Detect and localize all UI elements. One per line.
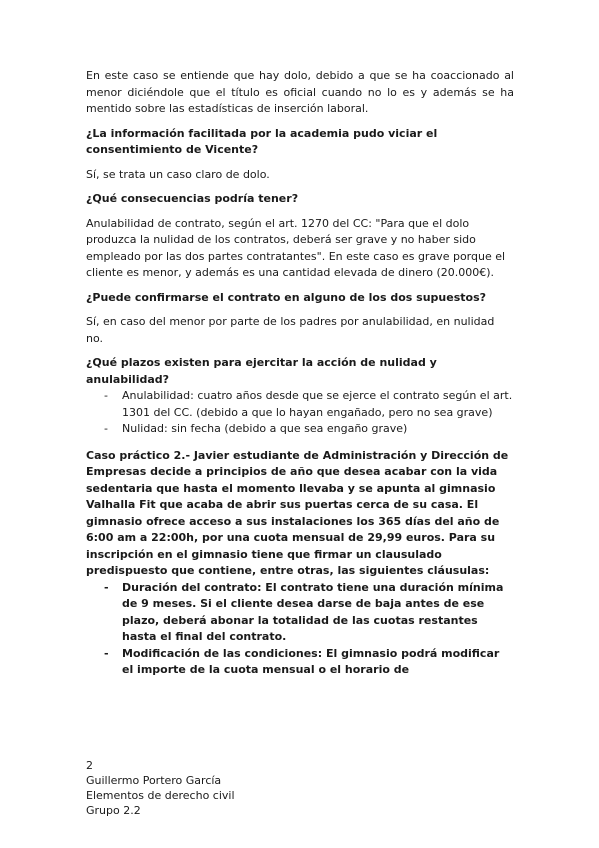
clausulas-list: [86, 580, 514, 679]
footer-subject: Elementos de derecho civil: [86, 789, 235, 802]
list-item: [86, 421, 514, 438]
list-item: [86, 580, 514, 646]
list-item-text: Modificación de las condiciones: El gimnasio podrá modificar el importe de la cuota mensual o el horario de: [122, 646, 500, 676]
question-plazos: ¿Qué plazos existen para ejercitar la acción de nulidad y anulabilidad?: [86, 356, 437, 386]
footer-author: Guillermo Portero García: [86, 774, 222, 787]
caso-practico-2: Caso práctico 2.- Javier estudiante de Administración y Dirección de Empresas decide a principios de año que desea acabar con la vida sedentaria que hasta el momento llevaba y se apunta al gimnasio Valhalla Fit que acaba de abrir sus puertas cerca de su casa. El gimnasio ofrece acceso a sus instalaciones los 365 días del año de 6:00 am a 22:00h, por una cuota mensual de 29,99 euros. Para su inscripción en el gimnasio tiene que firmar un clausulado predispuesto que contiene, entre otras, las siguientes cláusulas:: [86, 448, 509, 577]
list-dash: -: [104, 422, 108, 435]
list-item-text: Nulidad: sin fecha (debido a que sea engaño grave): [122, 422, 408, 435]
plazos-list: [86, 388, 514, 438]
question-consentimiento: ¿La información facilitada por la academia pudo viciar el consentimiento de Vicente?: [86, 126, 438, 156]
page-number: 2: [86, 759, 93, 772]
answer-consentimiento: Sí, se trata un caso claro de dolo.: [86, 167, 270, 181]
page-content: [86, 68, 514, 679]
list-dash: -: [104, 580, 109, 594]
list-dash: -: [104, 646, 109, 660]
list-item: [86, 646, 514, 679]
list-dash: -: [104, 389, 108, 402]
footer-group: Grupo 2.2: [86, 804, 141, 817]
list-item-text: Duración del contrato: El contrato tiene una duración mínima de 9 meses. Si el cliente desea darse de baja antes de ese plazo, deberá abonar la totalidad de las cuotas restantes hasta el final del contrato.: [122, 580, 504, 643]
list-item-text: Anulabilidad: cuatro años desde que se ejerce el contrato según el art. 1301 del CC. (debido a que lo hayan engañado, pero no sea grave): [122, 389, 513, 419]
page-footer: [86, 758, 235, 818]
answer-confirmacion: Sí, en caso del menor por parte de los padres por anulabilidad, en nulidad no.: [86, 315, 495, 345]
question-confirmacion: ¿Puede confirmarse el contrato en alguno de los dos supuestos?: [86, 290, 487, 304]
paragraph-dolo: En este caso se entiende que hay dolo, debido a que se ha coaccionado al menor diciéndole que el título es oficial cuando no lo es y además se ha mentido sobre las estadísticas de inserción laboral.: [86, 69, 514, 115]
question-consecuencias: ¿Qué consecuencias podría tener?: [86, 192, 299, 205]
answer-consecuencias: Anulabilidad de contrato, según el art. 1270 del CC: "Para que el dolo produzca la nulidad de los contratos, deberá ser grave y no haber sido empleado por las dos partes contratantes". En este caso es grave porque el cliente es menor, y además es una cantidad elevada de dinero (20.000€).: [86, 216, 506, 279]
list-item: [86, 388, 514, 421]
